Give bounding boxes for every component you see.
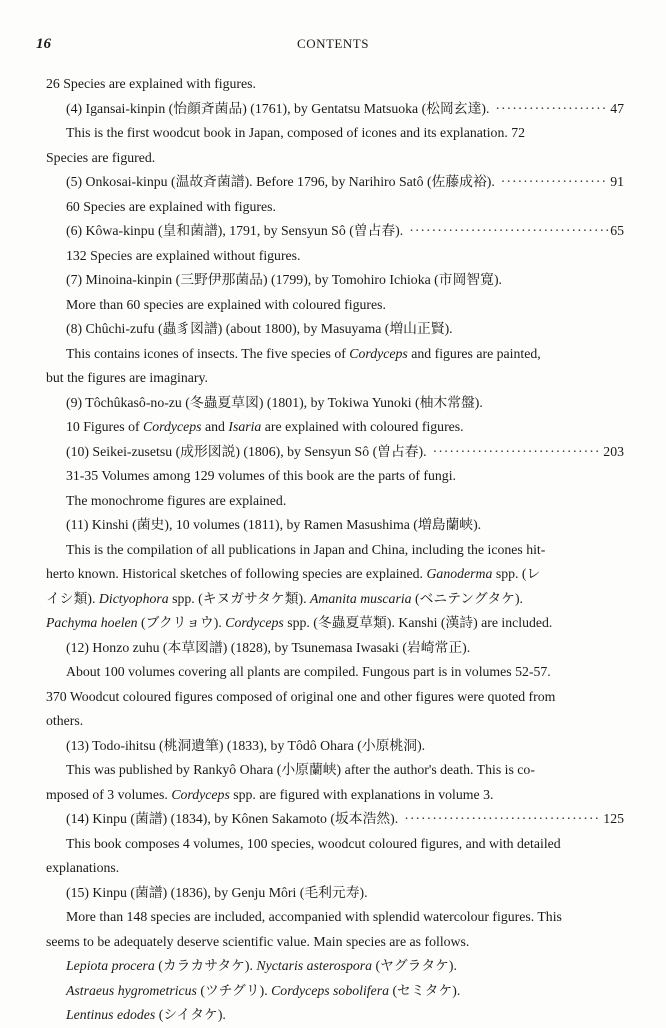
paragraph: but the figures are imaginary. — [46, 370, 208, 385]
paragraph: About 100 volumes covering all plants are compiled. Fungous part is in volumes 52-57. — [66, 664, 551, 679]
page-header — [36, 36, 630, 56]
entry-7: (7) Minoina-kinpin (三野伊那菌品) (1799), by Tomohiro Ichioka (市岡智寛). — [66, 272, 503, 287]
dot-leader — [404, 807, 601, 832]
paragraph: 31-35 Volumes among 129 volumes of this book are the parts of fungi. — [66, 468, 456, 483]
paragraph: explanations. — [46, 860, 120, 875]
taxon-name: Amanita muscaria — [310, 590, 412, 606]
paragraph: others. — [46, 713, 84, 728]
paragraph: 26 Species are explained with figures. — [46, 76, 256, 91]
text-run: are explained with coloured figures. — [261, 419, 464, 434]
contents-body — [46, 72, 624, 1028]
paragraph — [46, 342, 624, 367]
paragraph: More than 60 species are explained with coloured figures. — [66, 296, 386, 312]
species-line — [46, 979, 624, 1004]
paragraph: This book composes 4 volumes, 100 species, woodcut coloured figures, and with detailed — [66, 835, 561, 851]
entry-8: (8) Chûchi-zufu (蟲豸図譜) (about 1800), by Masuyama (増山正賢). — [66, 321, 453, 336]
paragraph: 132 Species are explained without figures. — [66, 247, 301, 263]
taxon-name: Lentinus edodes — [66, 1007, 156, 1022]
entry-page: 91 — [610, 174, 624, 189]
taxon-name: Ganoderma — [426, 566, 493, 581]
entry-12: (12) Honzo zuhu (本草図譜) (1828), by Tsunemasa Iwasaki (岩崎常正). — [66, 639, 471, 655]
taxon-name: Cordyceps sobolifera — [271, 982, 390, 998]
dot-leader — [495, 97, 608, 122]
entry-page: 125 — [603, 811, 624, 826]
paragraph — [46, 562, 624, 587]
paragraph: The monochrome figures are explained. — [66, 492, 287, 508]
paragraph: Species are figured. — [46, 149, 156, 165]
text-run: spp. (レ — [492, 566, 541, 581]
species-line — [46, 1003, 624, 1028]
entry-5 — [46, 170, 624, 195]
text-run: (ブクリョウ). — [137, 615, 226, 630]
dot-leader — [433, 440, 602, 465]
text-run: mposed of 3 volumes. — [46, 786, 172, 802]
japanese-name: (ヤグラタケ). — [372, 958, 457, 973]
paragraph: 60 Species are explained with figures. — [66, 198, 276, 214]
taxon-name: Dictyophora — [98, 590, 169, 606]
text-run: and — [201, 419, 229, 434]
text-run: (ベニテングタケ). — [411, 590, 523, 606]
paragraph — [46, 415, 624, 440]
entry-page: 65 — [610, 223, 624, 238]
paragraph: This was published by Rankyô Ohara (小原蘭峡) after the author's death. This is co- — [66, 762, 535, 777]
paragraph: More than 148 species are included, accompanied with splendid watercolour figures. This — [66, 909, 562, 924]
entry-9: (9) Tôchûkasô-no-zu (冬蟲夏草図) (1801), by Tokiwa Yunoki (柚木常盤). — [66, 394, 483, 410]
taxon-name: Cordyceps — [143, 419, 202, 434]
paragraph: seems to be adequately deserve scientific value. Main species are as follows. — [46, 933, 470, 949]
entry-4 — [46, 97, 624, 122]
taxon-name: Pachyma hoelen — [46, 615, 138, 630]
paragraph — [46, 783, 624, 808]
entry-page: 203 — [603, 443, 624, 459]
taxon-name: Lepiota procera — [66, 958, 155, 973]
entry-15: (15) Kinpu (菌譜) (1836), by Genju Môri (毛利元寿). — [66, 884, 368, 900]
entry-text: (5) Onkosai-kinpu (温故斉菌譜). Before 1796, by Narihiro Satô (佐藤成裕). — [66, 174, 495, 189]
dot-leader — [501, 170, 608, 195]
text-run: spp. (冬蟲夏草類). Kanshi (漢詩) are included. — [283, 615, 553, 630]
entry-10 — [46, 440, 624, 465]
text-run: This contains icones of insects. The five species of — [66, 345, 350, 361]
text-run: herto known. Historical sketches of following species are explained. — [46, 566, 427, 581]
taxon-name: Isaria — [228, 419, 262, 434]
paragraph: 370 Woodcut coloured figures composed of original one and other figures were quoted from — [46, 688, 556, 704]
entry-text: (10) Seikei-zusetsu (成形図説) (1806), by Sensyun Sô (曽占春). — [66, 443, 427, 459]
dot-leader — [409, 219, 608, 244]
paragraph — [46, 611, 624, 636]
japanese-name: (セミタケ). — [389, 982, 461, 998]
page-number: 16 — [36, 36, 51, 52]
entry-text: (14) Kinpu (菌譜) (1834), by Kônen Sakamoto (坂本浩然). — [66, 811, 399, 826]
paragraph: This is the compilation of all publications in Japan and China, including the icones hit- — [66, 541, 546, 557]
species-line — [46, 954, 624, 979]
entry-page: 47 — [610, 100, 624, 116]
taxon-name: Astraeus hygrometricus — [66, 982, 197, 998]
taxon-name: Cordyceps — [349, 345, 408, 361]
taxon-name: Nyctaris asterospora — [256, 958, 373, 973]
text-run: spp. (キヌガサタケ類). — [168, 590, 310, 606]
paragraph: This is the first woodcut book in Japan, composed of icones and its explanation. 72 — [66, 125, 526, 140]
taxon-name: Cordyceps — [225, 615, 284, 630]
entry-6 — [46, 219, 624, 244]
text-run: spp. are figured with explanations in volume 3. — [229, 786, 494, 802]
japanese-name: (シイタケ). — [155, 1007, 226, 1022]
japanese-name: (カラカサタケ). — [154, 958, 257, 973]
text-run: 10 Figures of — [66, 419, 144, 434]
text-run: and figures are painted, — [407, 345, 541, 361]
text-run: イシ類). — [46, 590, 99, 606]
paragraph — [46, 587, 624, 612]
entry-14 — [46, 807, 624, 832]
entry-13: (13) Todo-ihitsu (桃洞遺筆) (1833), by Tôdô Ohara (小原桃洞). — [66, 737, 426, 753]
entry-text: (6) Kôwa-kinpu (皇和菌譜), 1791, by Sensyun Sô (曽占春). — [66, 223, 404, 238]
japanese-name: (ツチグリ). — [196, 982, 272, 998]
entry-text: (4) Igansai-kinpin (怡顔斉菌品) (1761), by Gentatsu Matsuoka (松岡玄達). — [66, 100, 490, 116]
running-head: CONTENTS — [297, 36, 369, 51]
entry-11: (11) Kinshi (菌史), 10 volumes (1811), by Ramen Masushima (増島蘭峡). — [66, 517, 482, 532]
taxon-name: Cordyceps — [171, 786, 230, 802]
